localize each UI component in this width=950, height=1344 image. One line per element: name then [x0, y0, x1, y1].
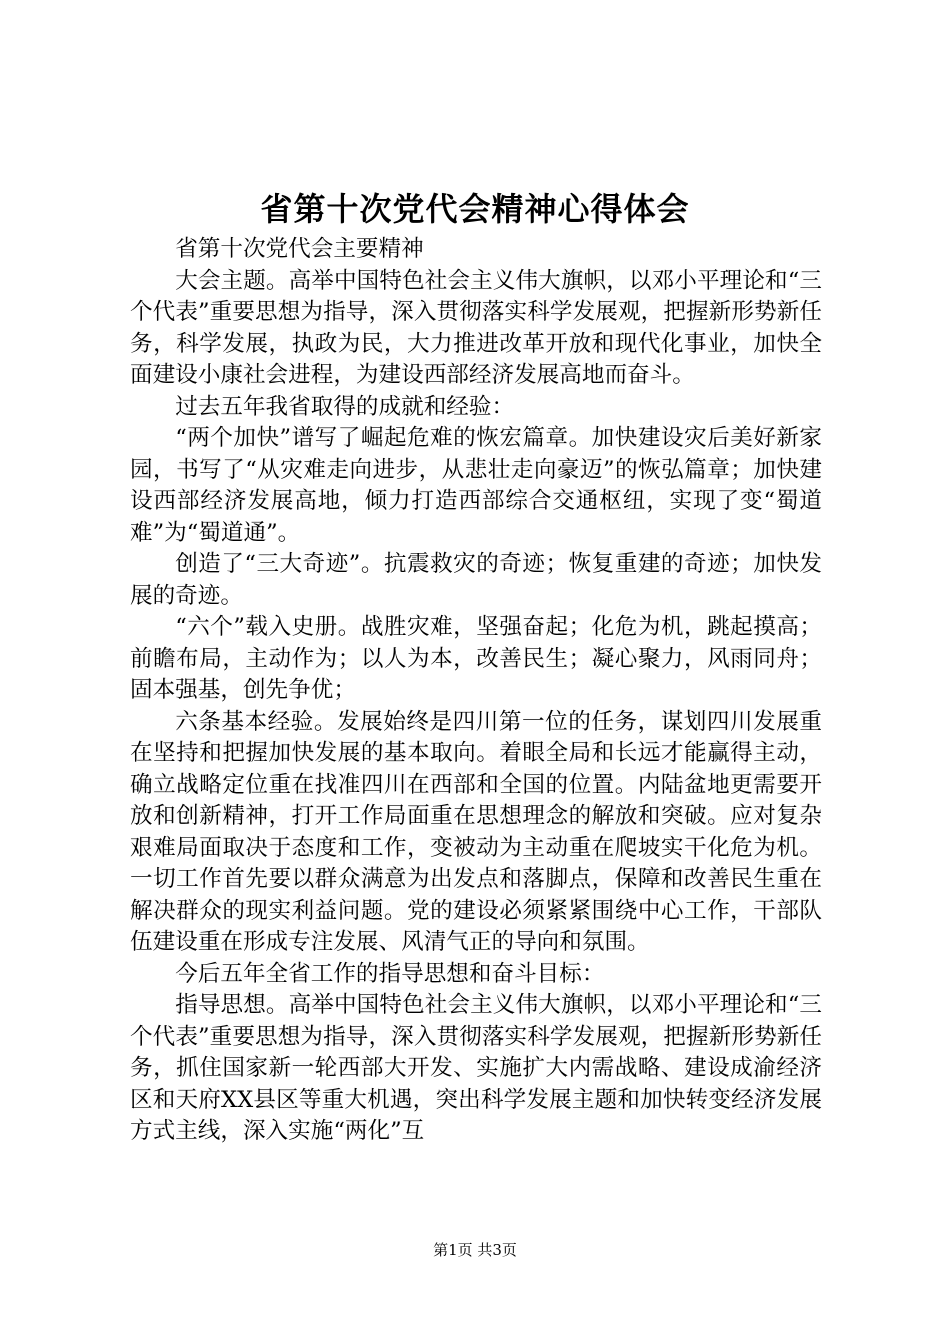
- paragraph-two-accelerations: “两个加快”谱写了崛起危难的恢宏篇章。加快建设灾后美好新家园，书写了“从灾难走向进步，从悲壮走向豪迈”的恢弘篇章；加快建设西部经济发展高地，倾力打造西部综合交通枢纽，实现了变“蜀道难”为“蜀道通”。: [130, 425, 822, 546]
- paragraph-guiding-thought: 指导思想。高举中国特色社会主义伟大旗帜，以邓小平理论和“三个代表”重要思想为指导，深入贯彻落实科学发展观，把握新形势新任务，抓住国家新一轮西部大开发、实施扩大内需战略、建设成渝经济区和天府XX县区等重大机遇，突出科学发展主题和加快转变经济发展方式主线，深入实施“两化”互: [130, 992, 822, 1144]
- paragraph-six-experiences: 六条基本经验。发展始终是四川第一位的任务，谋划四川发展重在坚持和把握加快发展的基本取向。着眼全局和长远才能赢得主动，确立战略定位重在找准四川在西部和全国的位置。内陆盆地更需要开放和创新精神，打开工作局面重在思想理念的解放和突破。应对复杂艰难局面取决于态度和工作，变被动为主动重在爬坡实干化危为机。一切工作首先要以群众满意为出发点和落脚点，保障和改善民生重在解决群众的现实利益问题。党的建设必须紧紧围绕中心工作，干部队伍建设重在形成专注发展、风清气正的导向和氛围。: [130, 708, 822, 955]
- paragraph-achievements-heading: 过去五年我省取得的成就和经验：: [175, 393, 515, 420]
- page-number-footer: 第1页 共3页: [433, 1241, 517, 1259]
- paragraph-goals-heading: 今后五年全省工作的指导思想和奋斗目标：: [175, 960, 605, 987]
- paragraph-section-heading: 省第十次党代会主要精神: [175, 236, 424, 262]
- paragraph-six-history: “六个”载入史册。战胜灾难，坚强奋起；化危为机，跳起摸高；前瞻布局，主动作为；以人为本，改善民生；凝心聚力，风雨同舟；固本强基，创先争优；: [130, 614, 822, 703]
- document-body: [130, 234, 822, 1148]
- paragraph-three-miracles: 创造了“三大奇迹”。抗震救灾的奇迹；恢复重建的奇迹；加快发展的奇迹。: [130, 551, 822, 609]
- paragraph-theme: 大会主题。高举中国特色社会主义伟大旗帜，以邓小平理论和“三个代表”重要思想为指导，深入贯彻落实科学发展观，把握新形势新任务，科学发展，执政为民，大力推进改革开放和现代化事业，加快全面建设小康社会进程，为建设西部经济发展高地而奋斗。: [130, 267, 822, 388]
- document-title: 省第十次党代会精神心得体会: [260, 190, 690, 228]
